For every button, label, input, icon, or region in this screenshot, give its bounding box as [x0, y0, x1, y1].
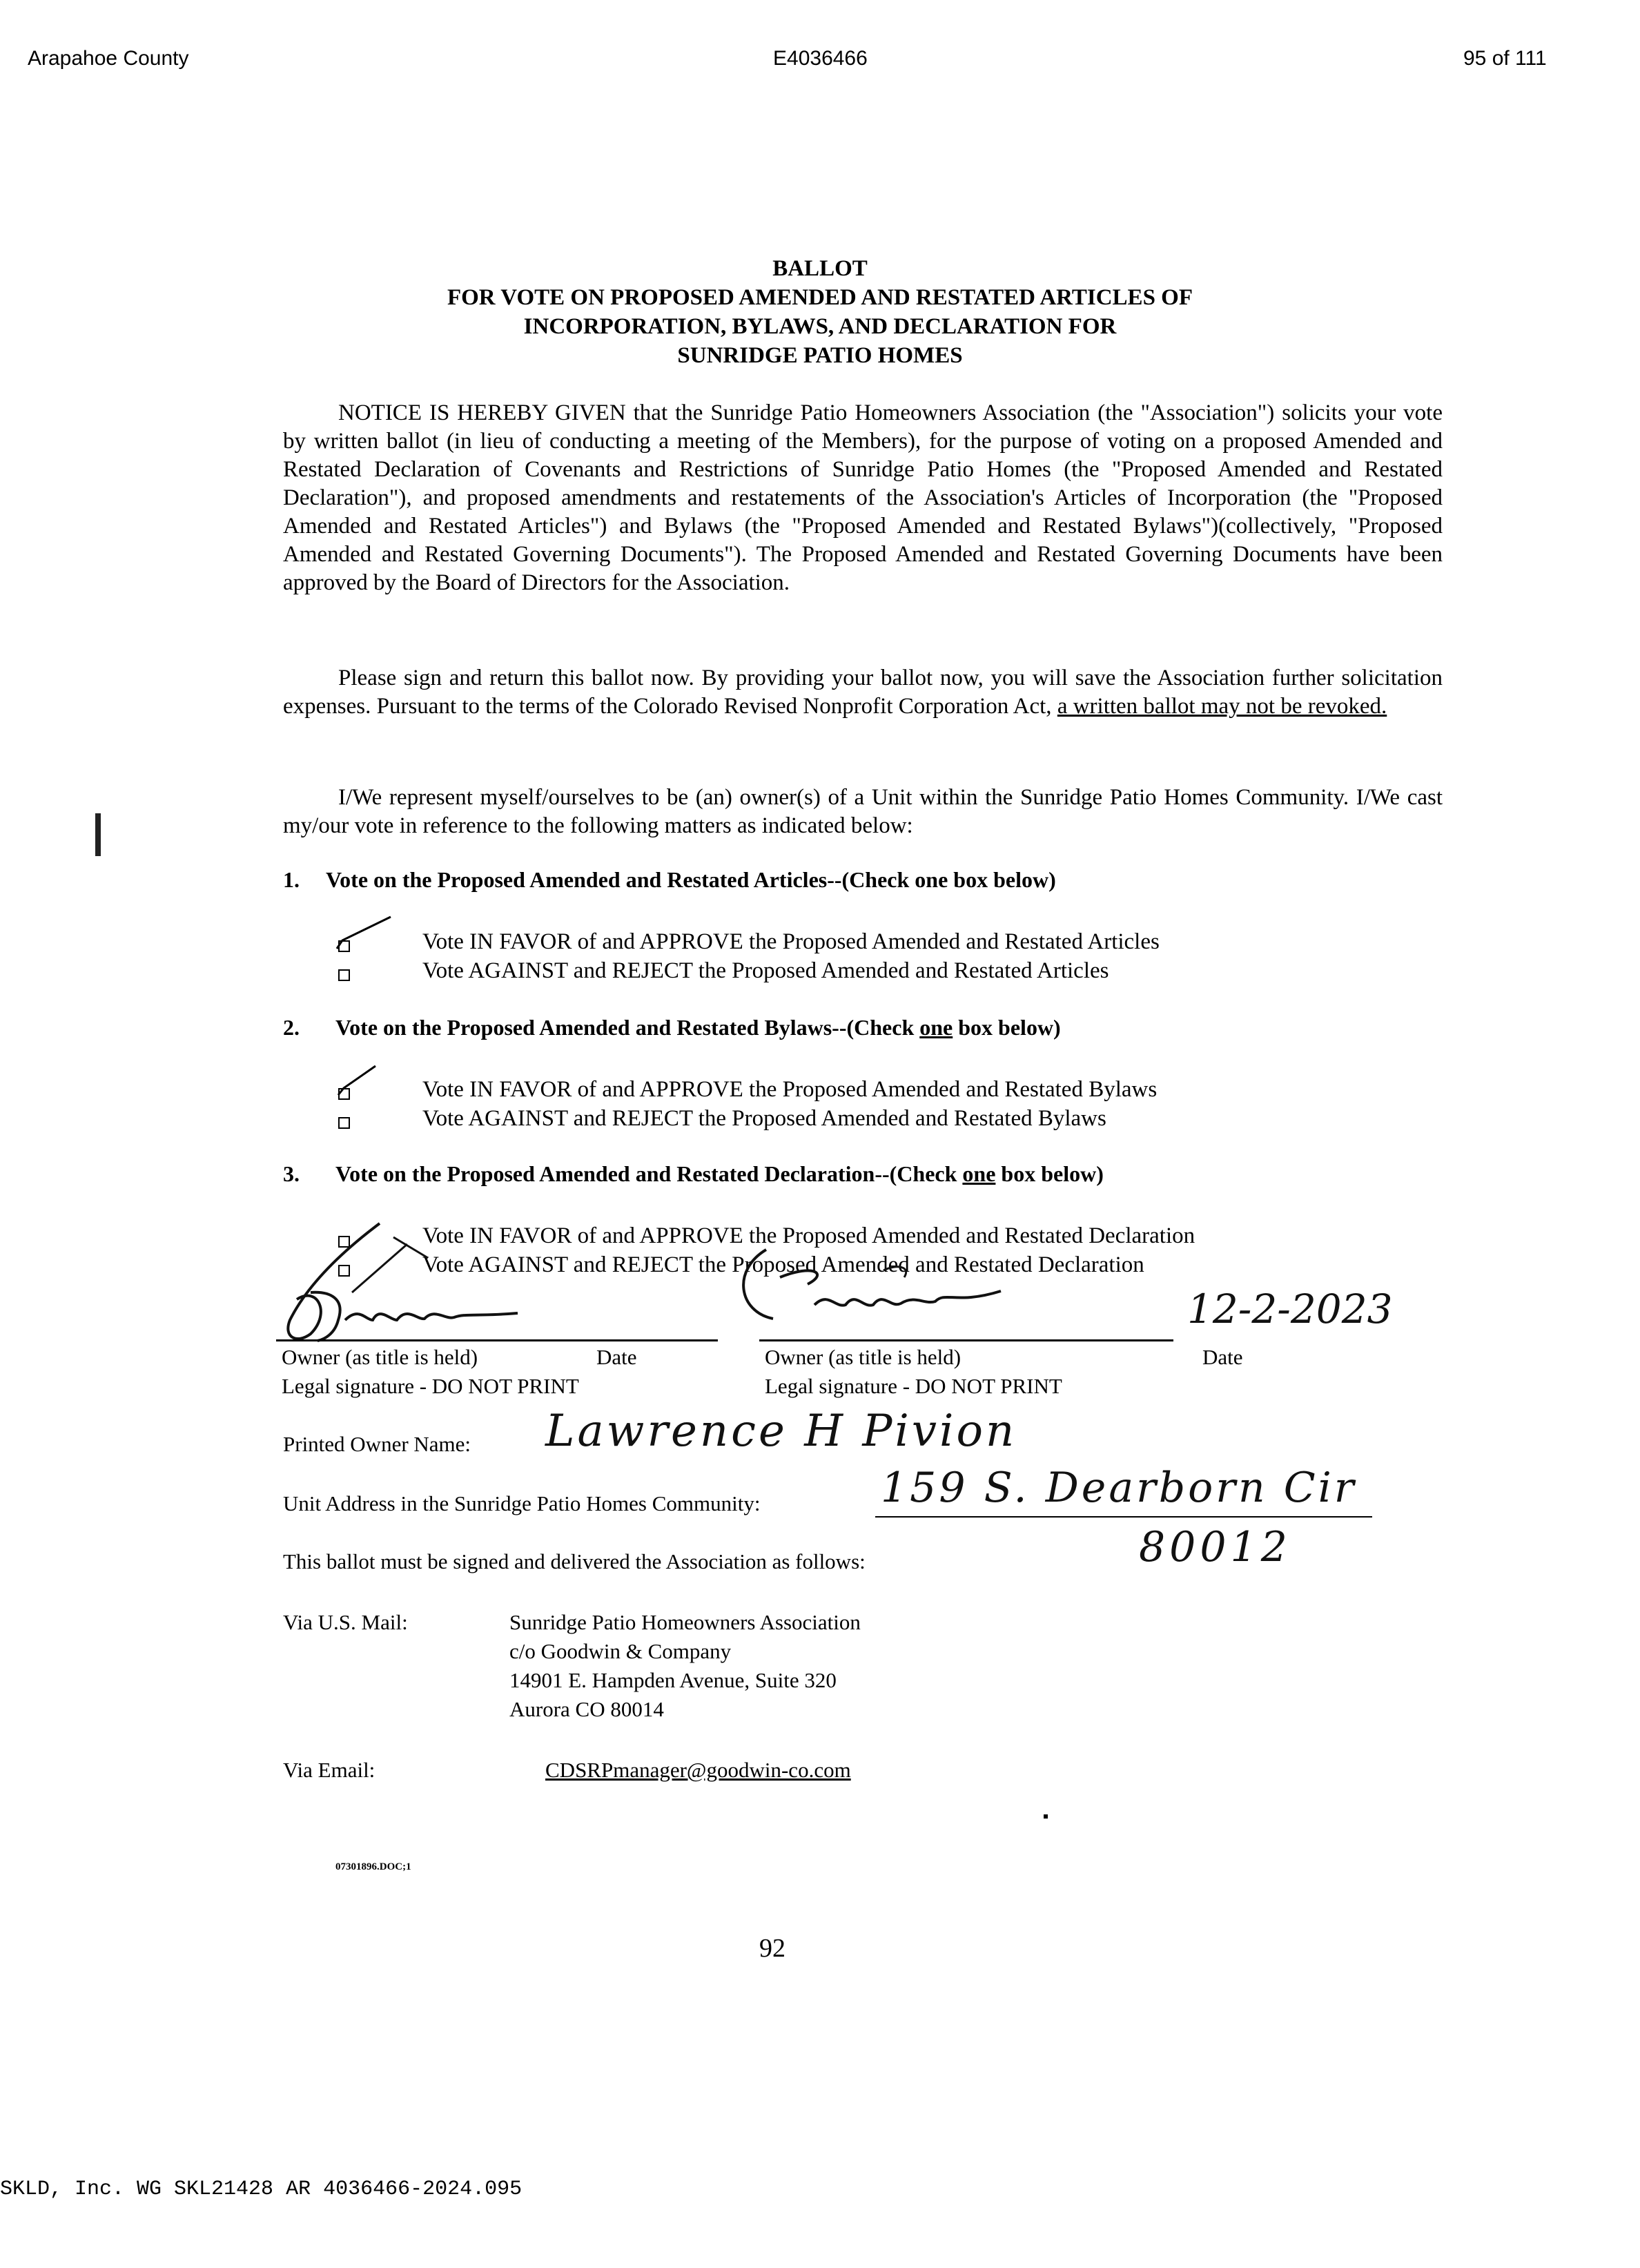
- handwritten-date: 12-2-2023: [1187, 1286, 1393, 1332]
- vote-1-against-checkbox[interactable]: [338, 969, 350, 981]
- owner-label-2: Owner (as title is held): [765, 1345, 961, 1369]
- footer-text: SKLD, Inc. WG SKL21428 AR 4036466-2024.095: [0, 2178, 523, 2201]
- document-code: 07301896.DOC;1: [335, 1861, 411, 1872]
- owner-label-1: Owner (as title is held): [282, 1345, 478, 1369]
- title-line-4: SUNRIDGE PATIO HOMES: [677, 343, 963, 368]
- mail-line-1: Sunridge Patio Homeowners Association: [509, 1610, 861, 1634]
- vote-2-against-checkbox[interactable]: [338, 1117, 350, 1129]
- email-link[interactable]: CDSRPmanager@goodwin-co.com: [545, 1758, 851, 1782]
- vote-1-heading: Vote on the Proposed Amended and Restated Articles--(Check one box below): [326, 867, 1056, 892]
- vote-1-against-label: Vote AGAINST and REJECT the Proposed Amended and Restated Articles: [422, 958, 1109, 983]
- vote-2-against-label: Vote AGAINST and REJECT the Proposed Amended and Restated Bylaws: [422, 1106, 1106, 1131]
- vote-2-heading-pre: Vote on the Proposed Amended and Restated Bylaws--(Check: [335, 1015, 920, 1040]
- vote-3-number: 3.: [283, 1161, 300, 1186]
- header-page-count: 95 of 111: [1463, 47, 1547, 70]
- please-text: Please sign and return this ballot now. By providing your ballot now, you will save the Association further solicitation expenses. Pursuant to the terms of the Colorado Revised Nonprofit Corporation Act,: [283, 666, 1443, 719]
- vote-3-heading: [335, 1161, 1104, 1187]
- signature-line-2: [759, 1339, 1173, 1341]
- date-label-1: Date: [596, 1345, 637, 1369]
- vote-1-number: 1.: [283, 867, 300, 892]
- unit-address-value: 159 S. Dearborn Cir: [881, 1464, 1357, 1512]
- unit-address-label: Unit Address in the Sunridge Patio Homes Community:: [283, 1491, 761, 1515]
- vote-3-favor-label: Vote IN FAVOR of and APPROVE the Proposed Amended and Restated Declaration: [422, 1223, 1195, 1248]
- owner-signature-2: [725, 1243, 1015, 1339]
- mail-line-3: 14901 E. Hampden Avenue, Suite 320: [509, 1668, 837, 1692]
- vote-2-favor-label: Vote IN FAVOR of and APPROVE the Proposed Amended and Restated Bylaws: [422, 1077, 1158, 1102]
- header-county: Arapahoe County: [28, 47, 189, 70]
- vote-3-heading-pre: Vote on the Proposed Amended and Restated Declaration--(Check: [335, 1161, 963, 1186]
- email-label: Via Email:: [283, 1758, 375, 1782]
- delivery-intro: This ballot must be signed and delivered the Association as follows:: [283, 1549, 866, 1573]
- vote-2-heading: [335, 1015, 1061, 1040]
- notice-paragraph: NOTICE IS HEREBY GIVEN that the Sunridge Patio Homeowners Association (the "Association") solicits your vote by written ballot (in lieu of conducting a meeting of the Members), for the purpose of voting on a proposed Amended and Restated Declaration of Covenants and Restrictions of Sunridge Patio Homes (the "Proposed Amended and Restated Declaration"), and proposed amendments and restatements of the Association's Articles of Incorporation (the "Proposed Amended and Restated Articles") and Bylaws (the "Proposed Amended and Restated Bylaws")(collectively, "Proposed Amended and Restated Governing Documents"). The Proposed Amended and Restated Governing Documents have been approved by the Board of Directors for the Association.: [283, 400, 1443, 595]
- revocation-note: a written ballot may not be revoked.: [1057, 694, 1387, 719]
- vote-3-against-label: Vote AGAINST and REJECT the Proposed Amended and Restated Declaration: [422, 1252, 1144, 1277]
- vote-3-heading-post: box below): [995, 1161, 1104, 1186]
- signature-line-1: [276, 1339, 718, 1341]
- mail-label: Via U.S. Mail:: [283, 1610, 408, 1634]
- date-label-2: Date: [1202, 1345, 1243, 1369]
- stray-mark: [1044, 1814, 1048, 1819]
- vote-2-heading-post: box below): [953, 1015, 1061, 1040]
- please-paragraph: [283, 664, 1443, 721]
- represent-paragraph: I/We represent myself/ourselves to be (an) owner(s) of a Unit within the Sunridge Patio Homes Community. I/We cast my/our vote in reference to the following matters as indicated below:: [283, 785, 1443, 838]
- printed-name-label: Printed Owner Name:: [283, 1432, 471, 1456]
- legal-note-1: Legal signature - DO NOT PRINT: [282, 1374, 579, 1398]
- vote-1-check-mark: [333, 913, 395, 954]
- unit-address-line: [875, 1516, 1372, 1518]
- margin-mark: [95, 813, 101, 856]
- owner-signature-1: [269, 1217, 559, 1355]
- zip-value: 80012: [1139, 1523, 1291, 1571]
- title-line-2: FOR VOTE ON PROPOSED AMENDED AND RESTATED ARTICLES OF: [447, 285, 1193, 310]
- legal-note-2: Legal signature - DO NOT PRINT: [765, 1374, 1062, 1398]
- page-number: 92: [759, 1934, 785, 1963]
- printed-name-value: Lawrence H Pivion: [545, 1406, 1017, 1457]
- vote-2-heading-one: one: [919, 1015, 953, 1040]
- title-ballot: BALLOT: [772, 256, 868, 281]
- vote-1-favor-label: Vote IN FAVOR of and APPROVE the Proposed Amended and Restated Articles: [422, 929, 1160, 954]
- vote-2-check-mark: [333, 1062, 381, 1101]
- vote-2-number: 2.: [283, 1015, 300, 1040]
- mail-line-4: Aurora CO 80014: [509, 1697, 664, 1721]
- vote-3-heading-one: one: [962, 1161, 996, 1186]
- mail-line-2: c/o Goodwin & Company: [509, 1639, 732, 1663]
- header-document-number: E4036466: [773, 47, 868, 70]
- title-line-3: INCORPORATION, BYLAWS, AND DECLARATION FOR: [523, 314, 1117, 339]
